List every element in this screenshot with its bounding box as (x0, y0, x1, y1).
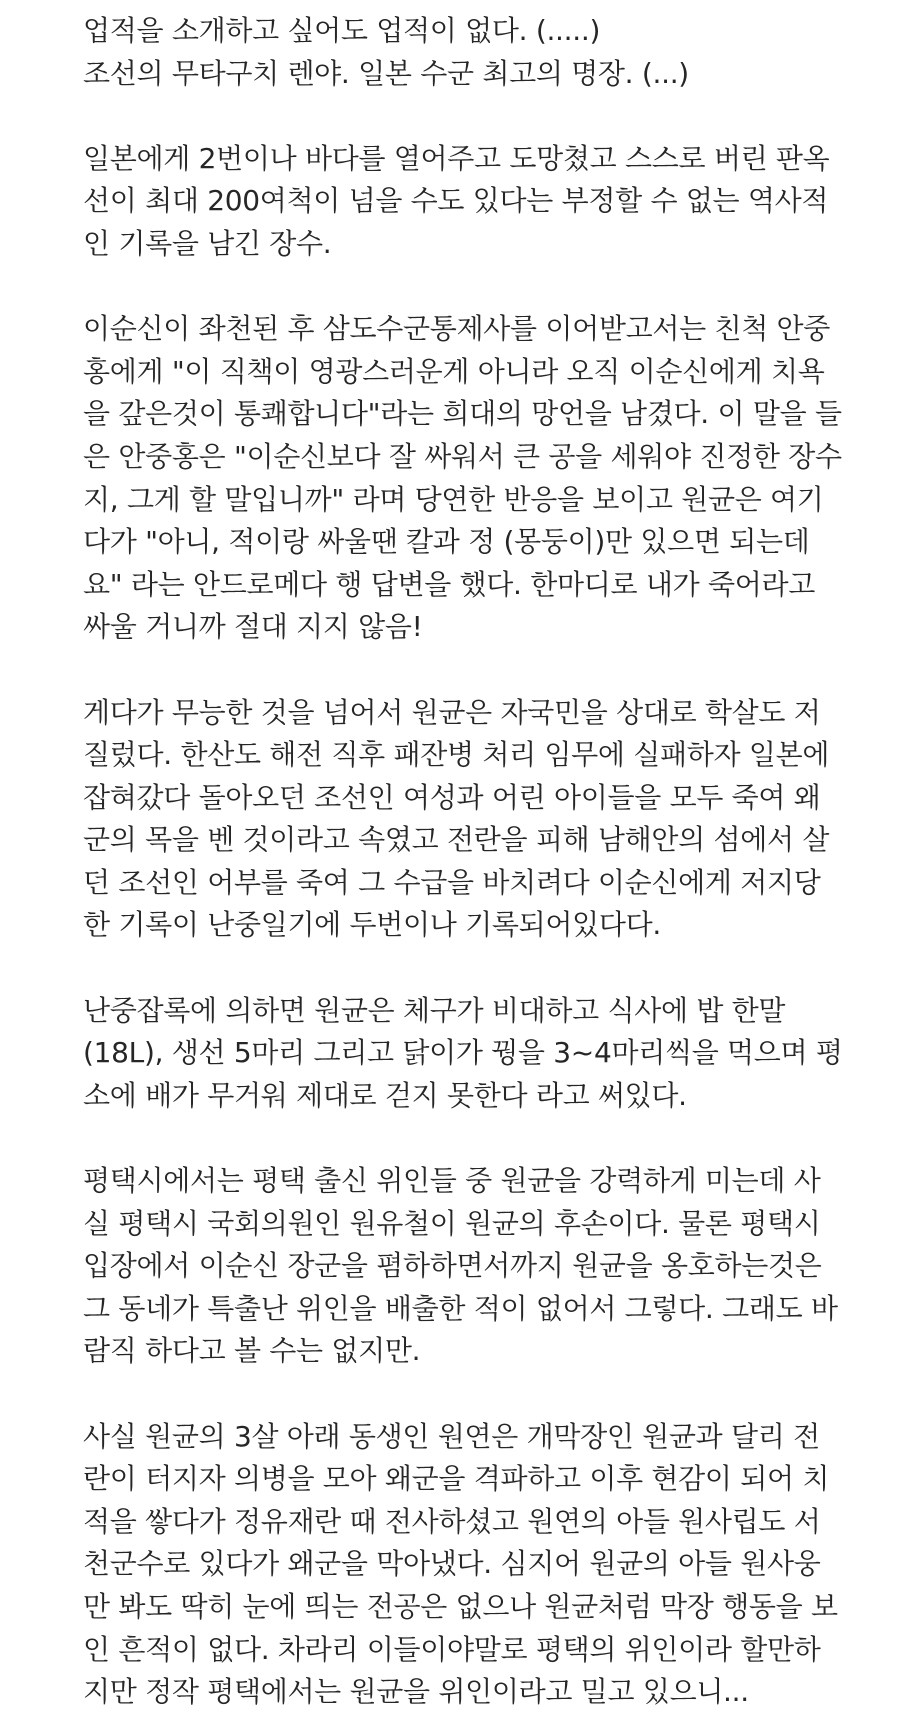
text-line: 조선의 무타구치 렌야. 일본 수군 최고의 명장. (...) (83, 56, 689, 90)
text-line: 은 안중홍은 "이순신보다 잘 싸워서 큰 공을 세워야 진정한 장수 (83, 439, 842, 473)
paragraph-naval-defeat (83, 138, 893, 266)
text-line: 평택시에서는 평택 출신 위인들 중 원균을 강력하게 미는데 사 (83, 1164, 821, 1198)
paragraph-massacre (83, 692, 893, 948)
text-line: 지, 그게 할 말입니까" 라며 당연한 반응을 보이고 원균은 여기 (83, 482, 824, 516)
text-line: 을 갚은것이 통쾌합니다"라는 희대의 망언을 남겼다. 이 말을 들 (83, 397, 842, 431)
text-line: 사실 원균의 3살 아래 동생인 원연은 개막장인 원균과 달리 전 (83, 1419, 820, 1453)
paragraph-pyeongtaek (83, 1160, 893, 1373)
article-body (83, 10, 893, 1714)
text-line: 게다가 무능한 것을 넘어서 원균은 자국민을 상대로 학살도 저 (83, 695, 821, 729)
paragraph-spacer (83, 95, 893, 138)
paragraph-remarks (83, 308, 893, 649)
paragraph-spacer (83, 1373, 893, 1416)
text-line: 다가 "아니, 적이랑 싸울땐 칼과 정 (몽둥이)만 있으면 되는데 (83, 525, 810, 559)
text-line: 군의 목을 벤 것이라고 속였고 전란을 피해 남해안의 섬에서 살 (83, 823, 830, 857)
text-line: 한 기록이 난중일기에 두번이나 기록되어있다다. (83, 908, 661, 942)
paragraph-spacer (83, 266, 893, 309)
text-line: 일본에게 2번이나 바다를 열어주고 도망쳤고 스스로 버린 판옥 (83, 141, 830, 175)
text-line: 지만 정작 평택에서는 원균을 위인이라고 밀고 있으니... (83, 1675, 749, 1709)
text-line: 그 동네가 특출난 위인을 배출한 적이 없어서 그렇다. 그래도 바 (83, 1291, 838, 1325)
text-line: 난중잡록에 의하면 원균은 체구가 비대하고 식사에 밥 한말 (83, 993, 786, 1027)
text-line: 홍에게 "이 직책이 영광스러운게 아니라 오직 이순신에게 치욕 (83, 354, 825, 388)
text-line: 만 봐도 딱히 눈에 띄는 전공은 없으나 원균처럼 막장 행동을 보 (83, 1589, 838, 1623)
text-line: 이순신이 좌천된 후 삼도수군통제사를 이어받고서는 친척 안중 (83, 312, 831, 346)
text-line: 인 흔적이 없다. 차라리 이들이야말로 평택의 위인이라 할만하 (83, 1632, 821, 1666)
text-line: 란이 터지자 의병을 모아 왜군을 격파하고 이후 현감이 되어 치 (83, 1462, 830, 1496)
text-line: 던 조선인 어부를 죽여 그 수급을 바치려다 이순신에게 저지당 (83, 865, 821, 899)
paragraph-intro (83, 10, 893, 95)
text-line: 싸울 거니까 절대 지지 않음! (83, 610, 423, 644)
text-line: 질렀다. 한산도 해전 직후 패잔병 처리 임무에 실패하자 일본에 (83, 738, 830, 772)
paragraph-spacer (83, 947, 893, 990)
text-line: 적을 쌓다가 정유재란 때 전사하셨고 원연의 아들 원사립도 서 (83, 1504, 821, 1538)
text-line: 입장에서 이순신 장군을 폄하하면서까지 원균을 옹호하는것은 (83, 1249, 822, 1283)
text-line: 잡혀갔다 돌아오던 조선인 여성과 어린 아이들을 모두 죽여 왜 (83, 780, 821, 814)
text-line: 천군수로 있다가 왜군을 막아냈다. 심지어 원균의 아들 원사웅 (83, 1547, 821, 1581)
paragraph-spacer (83, 1117, 893, 1160)
paragraph-spacer (83, 649, 893, 692)
paragraph-family (83, 1416, 893, 1714)
text-line: 실 평택시 국회의원인 원유철이 원균의 후손이다. 물론 평택시 (83, 1206, 821, 1240)
text-line: 인 기록을 남긴 장수. (83, 226, 332, 260)
text-line: 선이 최대 200여척이 넘을 수도 있다는 부정할 수 없는 역사적 (83, 184, 829, 218)
text-line: 람직 하다고 볼 수는 없지만. (83, 1334, 421, 1368)
paragraph-diet (83, 990, 893, 1118)
text-line: (18L), 생선 5마리 그리고 닭이가 꿩을 3~4마리씩을 먹으며 평 (83, 1036, 843, 1070)
text-line: 소에 배가 무거워 제대로 걷지 못한다 라고 써있다. (83, 1078, 687, 1112)
text-line: 업적을 소개하고 싶어도 업적이 없다. (.....) (83, 14, 601, 47)
text-line: 요" 라는 안드로메다 행 답변을 했다. 한마디로 내가 죽어라고 (83, 567, 815, 601)
